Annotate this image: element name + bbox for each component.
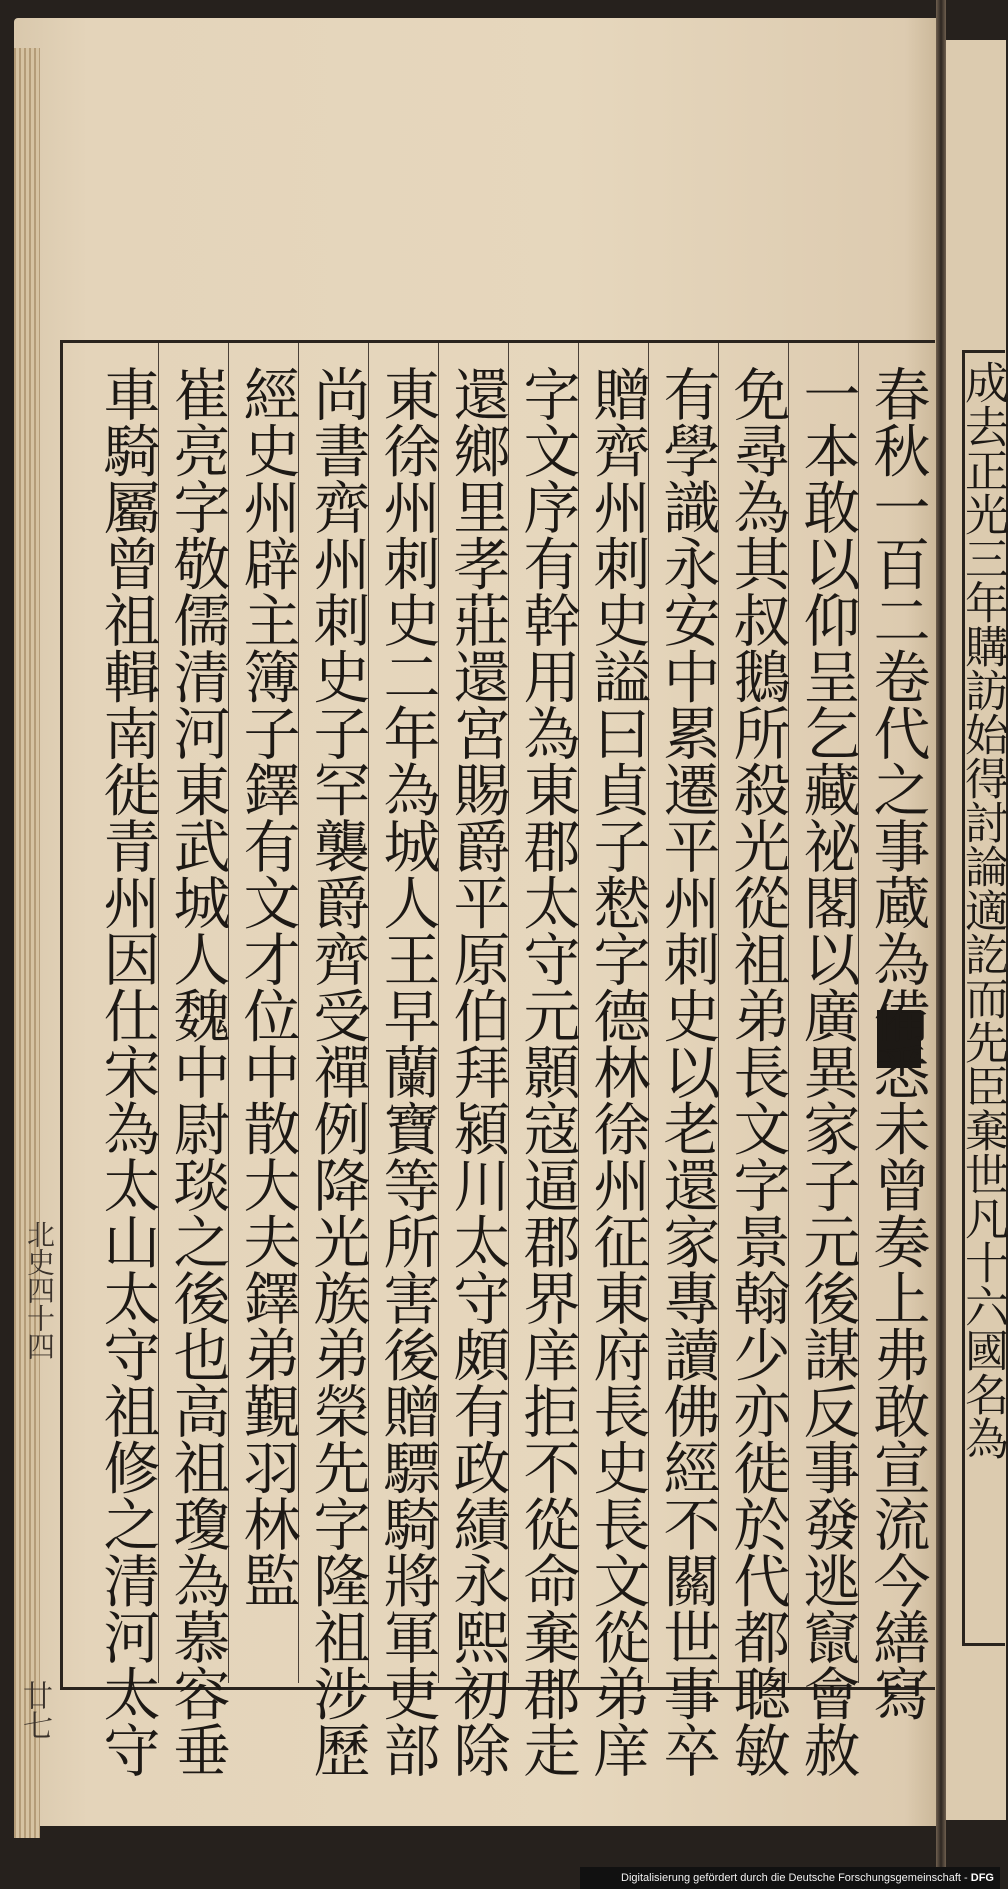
folio-number: 廿七	[17, 1680, 52, 1740]
dfg-logo: DFG	[970, 1872, 994, 1884]
text-column-5: 贈齊州刺史謚曰貞子慭字德林徐州征東府長史長文從弟庠	[584, 365, 650, 1778]
text-column-11: 崔亮字敬儒清河東武城人魏中尉琰之後也高祖瓊為慕容垂	[164, 365, 230, 1778]
text-column-6: 字文序有幹用為東郡太守元顥寇逼郡界庠拒不從命棄郡走	[514, 365, 580, 1778]
text-column-9: 尚書齊州刺史子罕襲爵齊受禪例降光族弟榮先字隆祖涉歷	[304, 365, 370, 1778]
digitization-footer	[580, 1867, 1000, 1889]
footer-text: Digitalisierung gefördert durch die Deutsche Forschungsgemeinschaft -	[621, 1872, 968, 1884]
text-column-12: 車騎屬曾祖輯南徙青州因仕宋為太山太守祖修之清河太守	[94, 365, 160, 1778]
text-column-10: 經史州辟主簿子鐸有文才位中散大夫鐸弟覲羽林監	[234, 365, 300, 1608]
text-column-1: 春秋一百二卷代之事蔵為備悉未曾奏上弗敢宣流今繕寫	[864, 365, 930, 1721]
folio-title: 北史四十四	[23, 1220, 56, 1360]
text-column-3: 免尋為其叔鵝所殺光從祖弟長文字景翰少亦徙於代都聰敏	[724, 365, 790, 1778]
text-column-4: 有學識永安中累遷平州刺史以老還家專讀佛經不關世事卒	[654, 365, 720, 1778]
text-column-2: 一本敢以仰呈乞藏祕閣以廣異家子元後謀反事發逃竄會赦	[794, 365, 860, 1778]
text-column-8: 東徐州刺史二年為城人王早蘭寶等所害後贈驃騎將軍吏部	[374, 365, 440, 1778]
right-page-column: 成去正光三年購訪始得討論適訖而先臣棄世凡十六國名為	[957, 360, 1008, 1460]
book-gutter	[936, 0, 946, 1889]
text-column-7: 還鄉里孝莊還宮賜爵平原伯拜潁川太守頗有政績永熙初除	[444, 365, 510, 1778]
